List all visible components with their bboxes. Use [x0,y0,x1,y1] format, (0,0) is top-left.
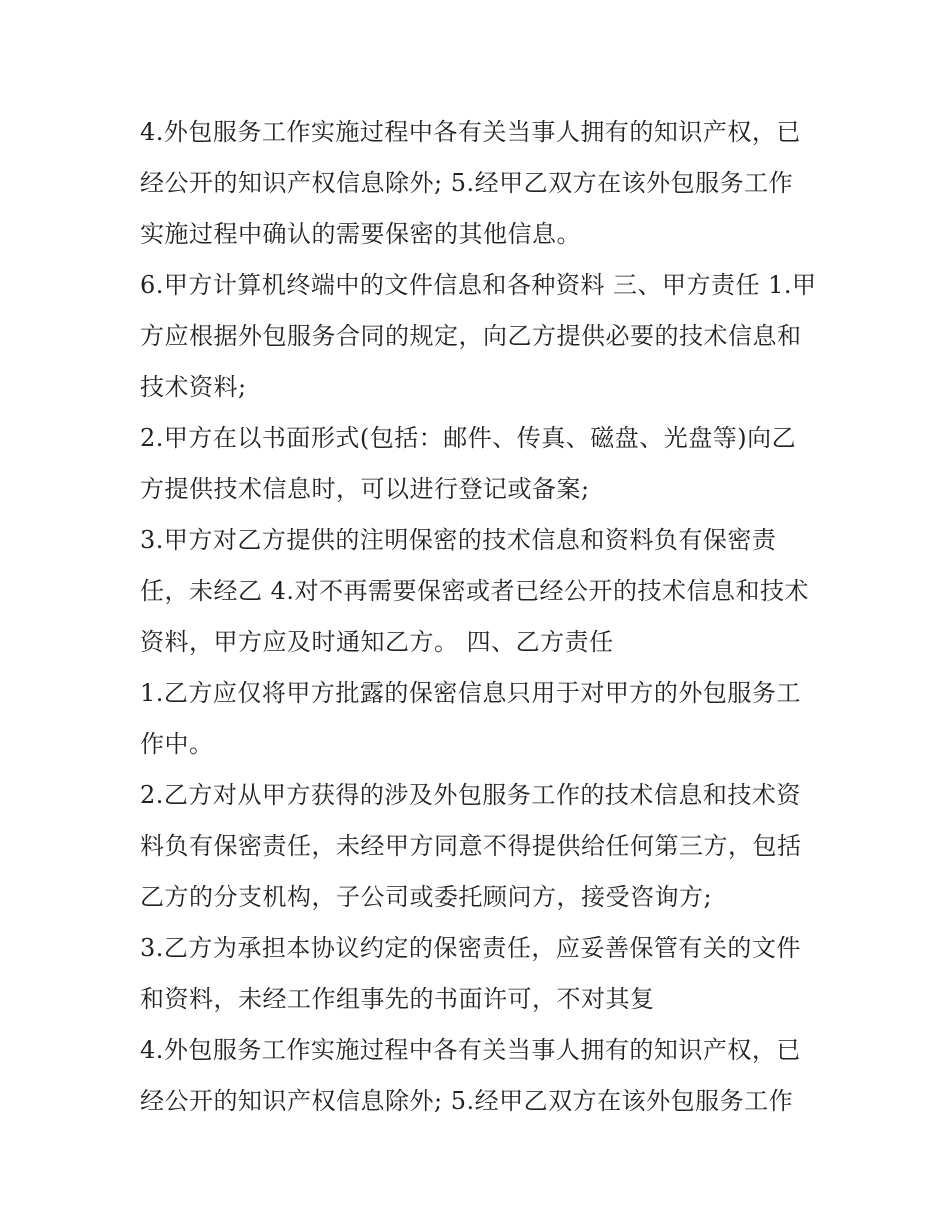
text-line: 方应根据外包服务合同的规定，向乙方提供必要的技术信息和 [140,322,802,350]
text-line: 4.外包服务工作实施过程中各有关当事人拥有的知识产权，已 [140,118,801,146]
text-line: 作中。 [140,730,214,758]
text-line: 和资料，未经工作组事先的书面许可，不对其复 [140,985,655,1013]
text-line: 实施过程中确认的需要保密的其他信息。 [140,220,581,248]
text-line: 方提供技术信息时，可以进行登记或备案; [140,475,590,503]
text-line: 乙方的分支机构，子公司或委托顾问方，接受咨询方; [140,883,713,911]
text-line: 经公开的知识产权信息除外; 5.经甲乙双方在该外包服务工作 [140,169,794,197]
text-line: 经公开的知识产权信息除外; 5.经甲乙双方在该外包服务工作 [140,1087,794,1115]
document-body [140,107,820,1127]
text-line: 料负有保密责任，未经甲方同意不得提供给任何第三方，包括 [140,832,802,860]
text-line: 6.甲方计算机终端中的文件信息和各种资料 三、甲方责任 1.甲 [140,271,817,299]
text-line: 技术资料; [140,373,247,401]
text-line: 3.甲方对乙方提供的注明保密的技术信息和资料负有保密责 [140,526,777,554]
text-line: 资料，甲方应及时通知乙方。 四、乙方责任 [140,628,614,656]
text-line: 3.乙方为承担本协议约定的保密责任，应妥善保管有关的文件 [140,934,801,962]
text-line: 2.乙方对从甲方获得的涉及外包服务工作的技术信息和技术资 [140,781,801,809]
text-line: 2.甲方在以书面形式(包括：邮件、传真、磁盘、光盘等)向乙 [140,424,797,452]
text-line: 1.乙方应仅将甲方批露的保密信息只用于对甲方的外包服务工 [140,679,801,707]
text-line: 任，未经乙 4.对不再需要保密或者已经公开的技术信息和技术 [140,577,810,605]
text-line: 4.外包服务工作实施过程中各有关当事人拥有的知识产权，已 [140,1036,801,1064]
